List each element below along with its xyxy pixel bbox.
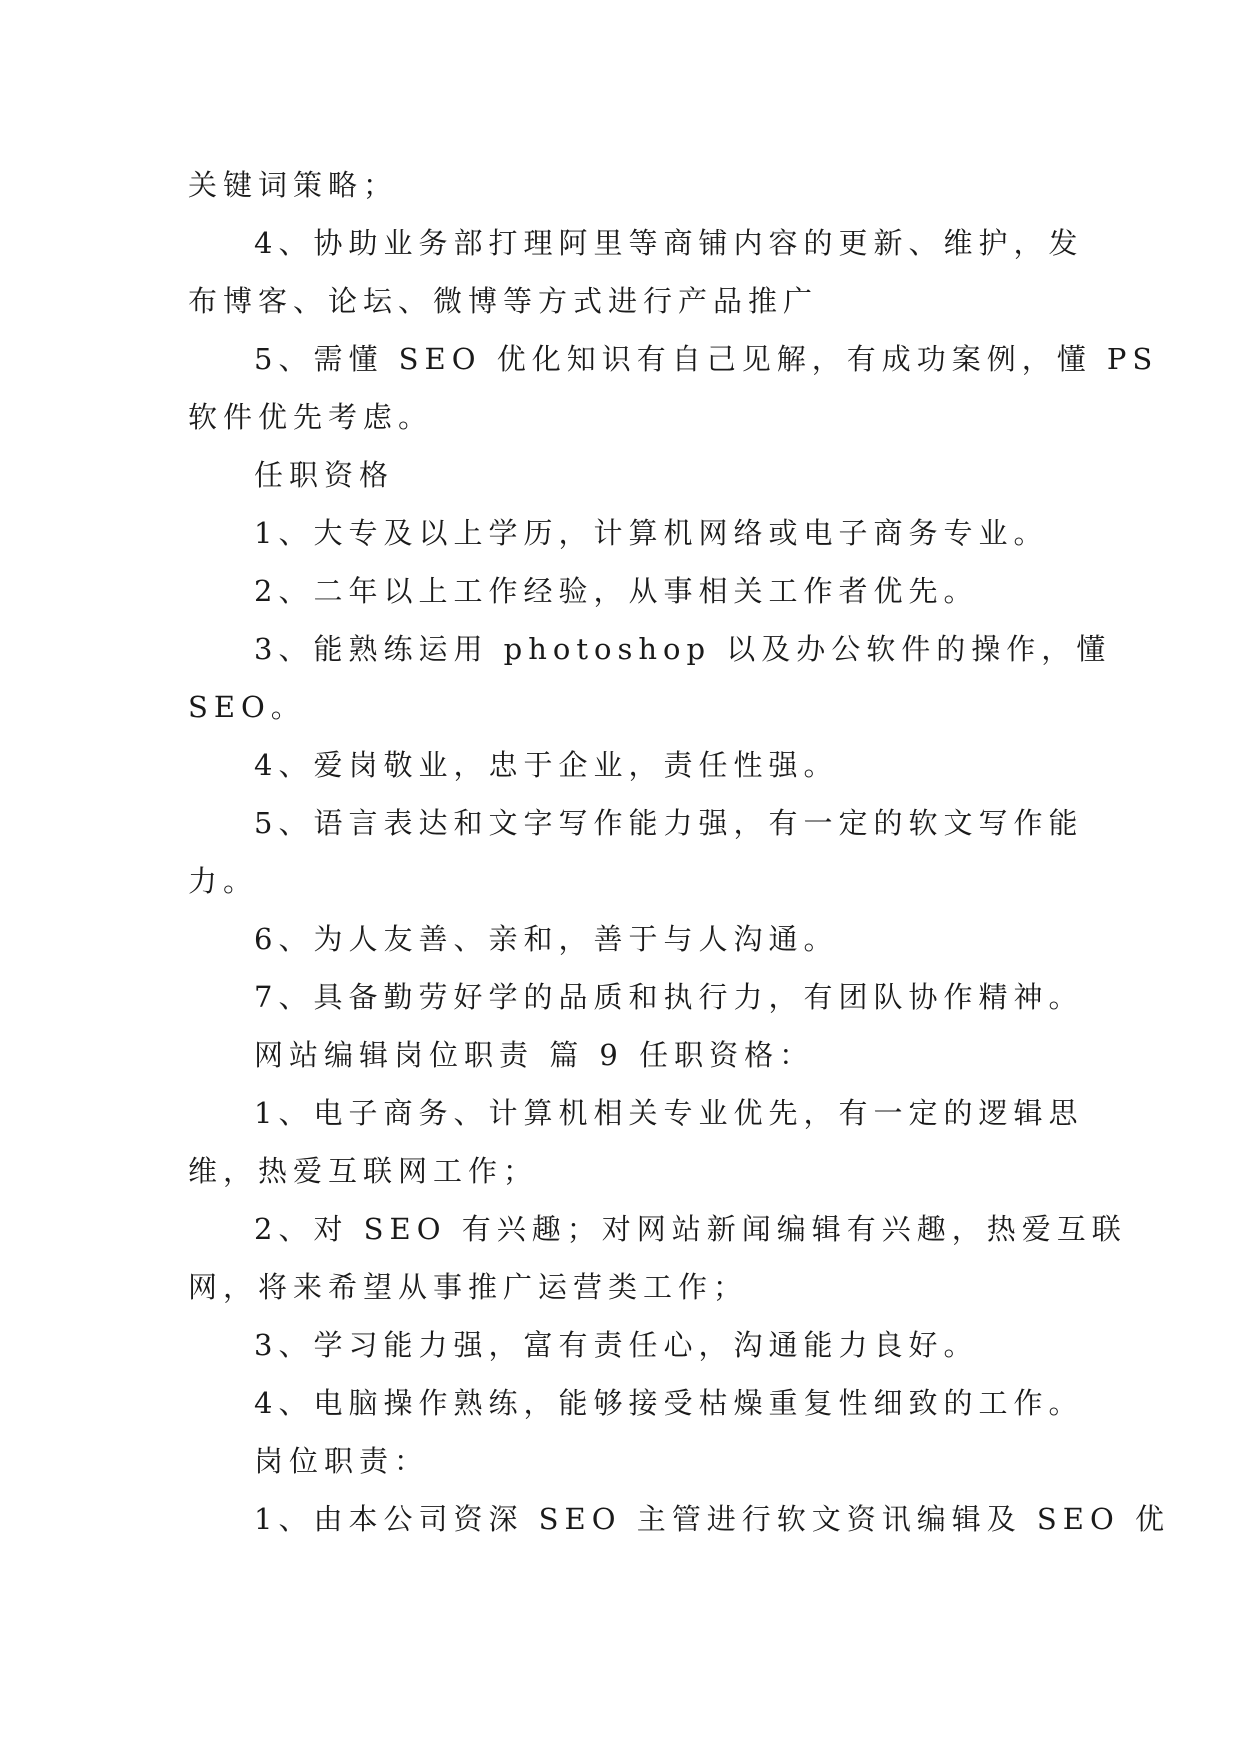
text-line: 维，热爱互联网工作； [188,1154,539,1188]
text-line: 2、对 SEO 有兴趣；对网站新闻编辑有兴趣，热爱互联 [254,1212,1127,1246]
text-line: 4、协助业务部打理阿里等商铺内容的更新、维护，发 [254,226,1084,260]
text-line: 5、语言表达和文字写作能力强，有一定的软文写作能 [254,806,1084,840]
text-line: 5、需懂 SEO 优化知识有自己见解，有成功案例，懂 PS [254,342,1159,376]
section-heading: 岗位职责： [254,1444,430,1478]
text-line: 1、大专及以上学历，计算机网络或电子商务专业。 [254,516,1049,550]
text-line: 3、能熟练运用 photoshop 以及办公软件的操作，懂 [254,632,1112,666]
text-line: 6、为人友善、亲和，善于与人沟通。 [254,922,839,956]
text-line: 布博客、论坛、微博等方式进行产品推广 [188,284,819,318]
section-heading: 任职资格 [254,458,395,492]
text-line: SEO。 [188,690,306,724]
section-heading: 网站编辑岗位职责 篇 9 任职资格： [254,1038,815,1072]
text-line: 1、电子商务、计算机相关专业优先，有一定的逻辑思 [254,1096,1084,1130]
text-line: 3、学习能力强，富有责任心，沟通能力良好。 [254,1328,979,1362]
text-line: 网，将来希望从事推广运营类工作； [188,1270,749,1304]
text-line: 1、由本公司资深 SEO 主管进行软文资讯编辑及 SEO 优 [254,1502,1170,1536]
text-line: 力。 [188,864,259,898]
text-line: 关键词策略； [188,168,399,202]
text-line: 4、爱岗敬业，忠于企业，责任性强。 [254,748,839,782]
text-line: 2、二年以上工作经验，从事相关工作者优先。 [254,574,979,608]
text-line: 4、电脑操作熟练，能够接受枯燥重复性细致的工作。 [254,1386,1084,1420]
text-line: 7、具备勤劳好学的品质和执行力，有团队协作精神。 [254,980,1084,1014]
text-line: 软件优先考虑。 [188,400,434,434]
